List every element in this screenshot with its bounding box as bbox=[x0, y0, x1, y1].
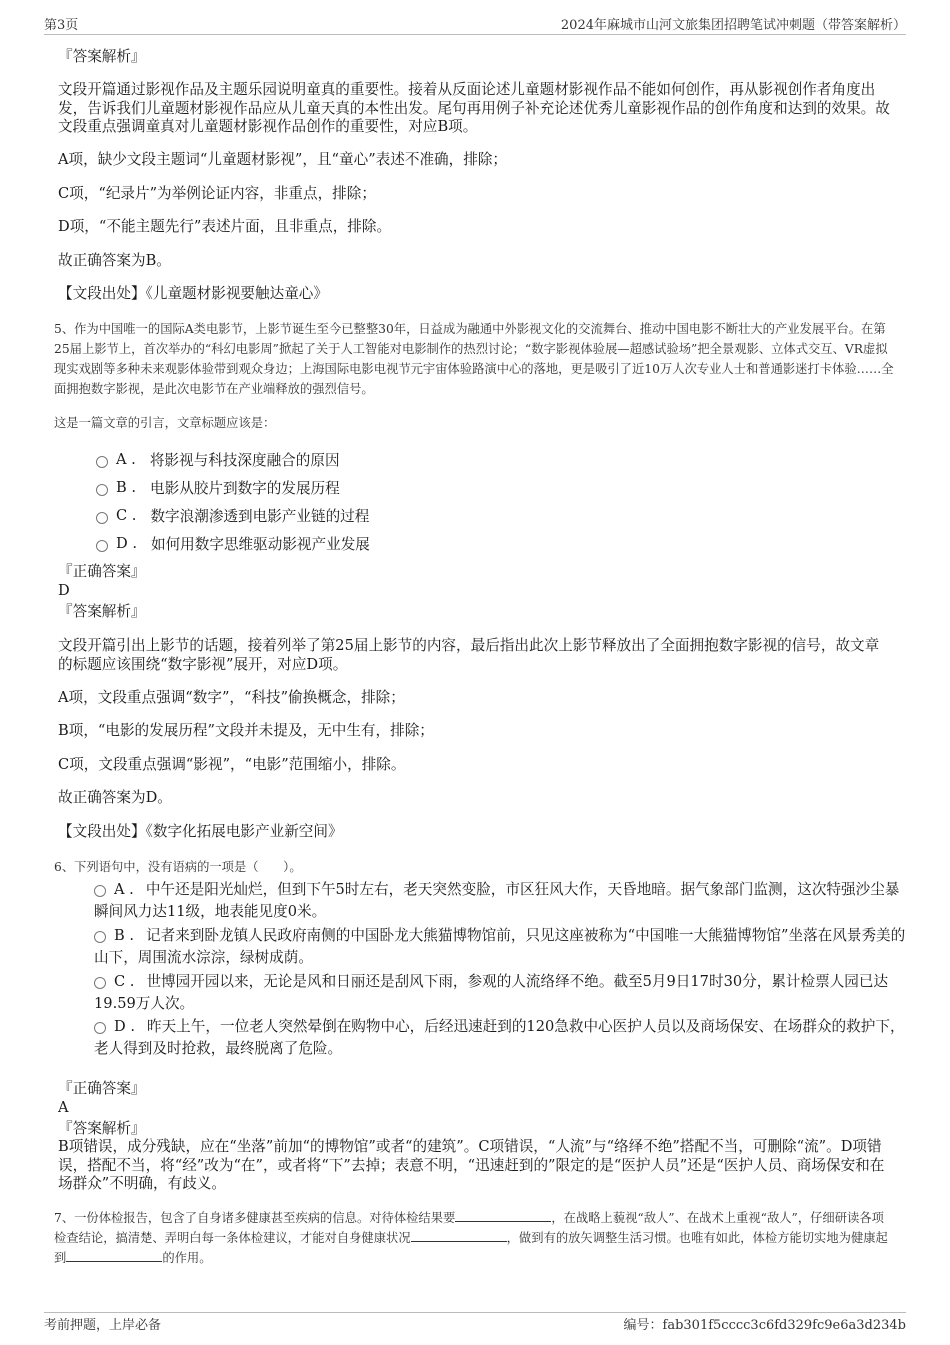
q4-analysis-label: 『答案解析』 bbox=[58, 48, 146, 65]
header-divider bbox=[44, 34, 906, 35]
q5-option-c[interactable] bbox=[96, 505, 369, 525]
q6-option-d[interactable] bbox=[94, 1016, 906, 1061]
q5-question: 这是一篇文章的引言，文章标题应该是： bbox=[54, 416, 276, 430]
q7-text-part1: 7、一份体检报告，包含了自身诸多健康甚至疾病的信息。对待体检结果要 bbox=[54, 1211, 456, 1225]
footer-doc-id: 编号：fab301f5cccc3c6fd329fc9e6a3d234b bbox=[623, 1318, 906, 1333]
q5-option-b-letter: B . bbox=[116, 478, 137, 496]
document-title: 2024年麻城市山河文旅集团招聘笔试冲刺题（带答案解析） bbox=[560, 18, 906, 33]
q6-option-c-letter: C . bbox=[114, 973, 135, 990]
page-number: 第3页 bbox=[44, 18, 79, 33]
q7-text-part4: 的作用。 bbox=[162, 1251, 212, 1265]
q6-option-b[interactable] bbox=[94, 925, 906, 970]
q5-option-a-explanation: A项，文段重点强调“数字”，“科技”偷换概念，排除； bbox=[58, 689, 405, 706]
radio-icon[interactable] bbox=[96, 540, 108, 552]
q4-option-a-explanation: A项，缺少文段主题词“儿童题材影视”，且“童心”表述不准确，排除； bbox=[58, 151, 508, 168]
q6-analysis-label: 『答案解析』 bbox=[58, 1120, 146, 1137]
radio-icon[interactable] bbox=[96, 512, 108, 524]
q4-option-d-explanation: D项，“不能主题先行”表述片面，且非重点，排除。 bbox=[58, 218, 392, 235]
q6-option-d-letter: D . bbox=[114, 1018, 135, 1035]
q5-option-c-text: 数字浪潮渗透到电影产业链的过程 bbox=[150, 507, 370, 525]
q6-answer: A bbox=[58, 1099, 69, 1116]
radio-icon[interactable] bbox=[94, 885, 106, 897]
radio-icon[interactable] bbox=[94, 931, 106, 943]
q5-stem: 5、作为中国唯一的国际A类电影节，上影节诞生至今已整整30年，日益成为融通中外影视文化的交流舞台、推动中国电影不断壮大的产业发展平台。在第25届上影节上，首次举办的“科幻电影周”掀起了关于人工智能对电影制作的热烈讨论；“数字影视体验展—超感试验场”把全景观影、立体式交互、VR虚拟现实戏剧等多种未来观影体验带到观众身边；上海国际电影电视节元宇宙体验路演中心的落地，更是吸引了近10万人次专业人士和普通影迷打卡体验……全面拥抱数字影视，是此次电影节在产业端释放的强烈信号。 bbox=[54, 322, 894, 396]
q5-answer: D bbox=[58, 582, 70, 599]
q5-option-c-letter: C . bbox=[116, 506, 137, 524]
q6-option-a-text: 中午还是阳光灿烂，但到下午5时左右，老天突然变脸，市区狂风大作，天昏地暗。据气象部门监测，这次特强沙尘暴瞬间风力达11级，地表能见度0米。 bbox=[94, 881, 900, 921]
q7-text bbox=[54, 1208, 896, 1268]
q5-option-a-text: 将影视与科技深度融合的原因 bbox=[149, 451, 340, 469]
footer-divider bbox=[44, 1312, 906, 1313]
radio-icon[interactable] bbox=[96, 484, 108, 496]
q6-option-a-letter: A . bbox=[114, 881, 134, 898]
q5-analysis-text: 文段开篇引出上影节的话题，接着列举了第25届上影节的内容，最后指出此次上影节释放出了全面拥抱数字影视的信号，故文章的标题应该围绕“数字影视”展开，对应D项。 bbox=[58, 637, 880, 673]
q5-option-d-text: 如何用数字思维驱动影视产业发展 bbox=[150, 535, 370, 553]
footer-slogan: 考前押题，上岸必备 bbox=[44, 1318, 162, 1333]
q7-blank-2[interactable] bbox=[411, 1229, 507, 1242]
q4-analysis-text: 文段开篇通过影视作品及主题乐园说明童真的重要性。接着从反面论述儿童题材影视作品不能如何创作，再从影视创作者角度出发，告诉我们儿童题材影视作品应从儿童天真的本性出发。尾句再用例子补充论述优秀儿童影视作品的创作角度和达到的效果。故文段重点强调童真对儿童题材影视作品创作的重要性，对应B项。 bbox=[58, 81, 890, 136]
q6-option-c[interactable] bbox=[94, 971, 906, 1016]
q6-analysis-text: B项错误，成分残缺，应在“坐落”前加“的博物馆”或者“的建筑”。C项错误，“人流”与“络绎不绝”搭配不当，可删除“流”。D项错误，搭配不当，将“经”改为“在”，或者将“下”去掉；表意不明，“迅速赶到的”限定的是“医护人员”还是“医护人员、商场保安和在场群众”不明确，有歧义。 bbox=[58, 1138, 885, 1193]
q7-blank-1[interactable] bbox=[455, 1209, 551, 1222]
radio-icon[interactable] bbox=[94, 977, 106, 989]
q7-text-part2: ，在战略上藐视“敌人”、在战术上重视“敌人”，仔细研读各项检查结论，搞清楚、弄明白每一条体检建议，才能对自身健康状况 bbox=[54, 1211, 884, 1245]
q5-option-a-letter: A . bbox=[116, 450, 136, 468]
q5-answer-label: 『正确答案』 bbox=[58, 563, 146, 580]
q5-option-d[interactable] bbox=[96, 533, 370, 553]
q6-option-b-letter: B . bbox=[114, 927, 135, 944]
q5-option-a[interactable] bbox=[96, 449, 340, 469]
radio-icon[interactable] bbox=[96, 456, 108, 468]
q5-option-c-explanation: C项，文段重点强调“影视”，“电影”范围缩小，排除。 bbox=[58, 756, 406, 773]
radio-icon[interactable] bbox=[94, 1022, 106, 1034]
q5-option-b-text: 电影从胶片到数字的发展历程 bbox=[150, 479, 340, 497]
q6-stem: 6、下列语句中，没有语病的一项是（ ）。 bbox=[54, 860, 302, 874]
q5-conclusion: 故正确答案为D。 bbox=[58, 789, 172, 806]
q5-option-b[interactable] bbox=[96, 477, 340, 497]
q5-source: 【文段出处】《数字化拓展电影产业新空间》 bbox=[58, 823, 343, 840]
q4-option-c-explanation: C项，“纪录片”为举例论证内容，非重点，排除； bbox=[58, 185, 376, 202]
q5-option-b-explanation: B项，“电影的发展历程”文段并未提及，无中生有，排除； bbox=[58, 722, 434, 739]
q5-analysis-label: 『答案解析』 bbox=[58, 603, 146, 620]
q4-conclusion: 故正确答案为B。 bbox=[58, 252, 171, 269]
q6-option-a[interactable] bbox=[94, 879, 906, 924]
q6-option-d-text: 昨天上午，一位老人突然晕倒在购物中心，后经迅速赶到的120急救中心医护人员以及商场保安、在场群众的救护下，老人得到及时抢救，最终脱离了危险。 bbox=[94, 1018, 905, 1058]
q6-option-b-text: 记者来到卧龙镇人民政府南侧的中国卧龙大熊猫博物馆前，只见这座被称为“中国唯一大熊猫博物馆”坐落在风景秀美的山下，周围流水淙淙，绿树成荫。 bbox=[94, 927, 906, 967]
q7-text-part3: ，做到有的放矢调整生活习惯。也唯有如此，体检方能切实地为健康起到 bbox=[54, 1231, 888, 1265]
q6-option-c-text: 世博园开园以来，无论是风和日丽还是刮风下雨，参观的人流络绎不绝。截至5月9日17时30分，累计检票人园已达19.59万人次。 bbox=[94, 973, 889, 1013]
q5-option-d-letter: D . bbox=[116, 534, 137, 552]
q7-blank-3[interactable] bbox=[66, 1249, 162, 1262]
q6-answer-label: 『正确答案』 bbox=[58, 1080, 146, 1097]
q4-source: 【文段出处】《儿童题材影视要触达童心》 bbox=[58, 285, 328, 302]
